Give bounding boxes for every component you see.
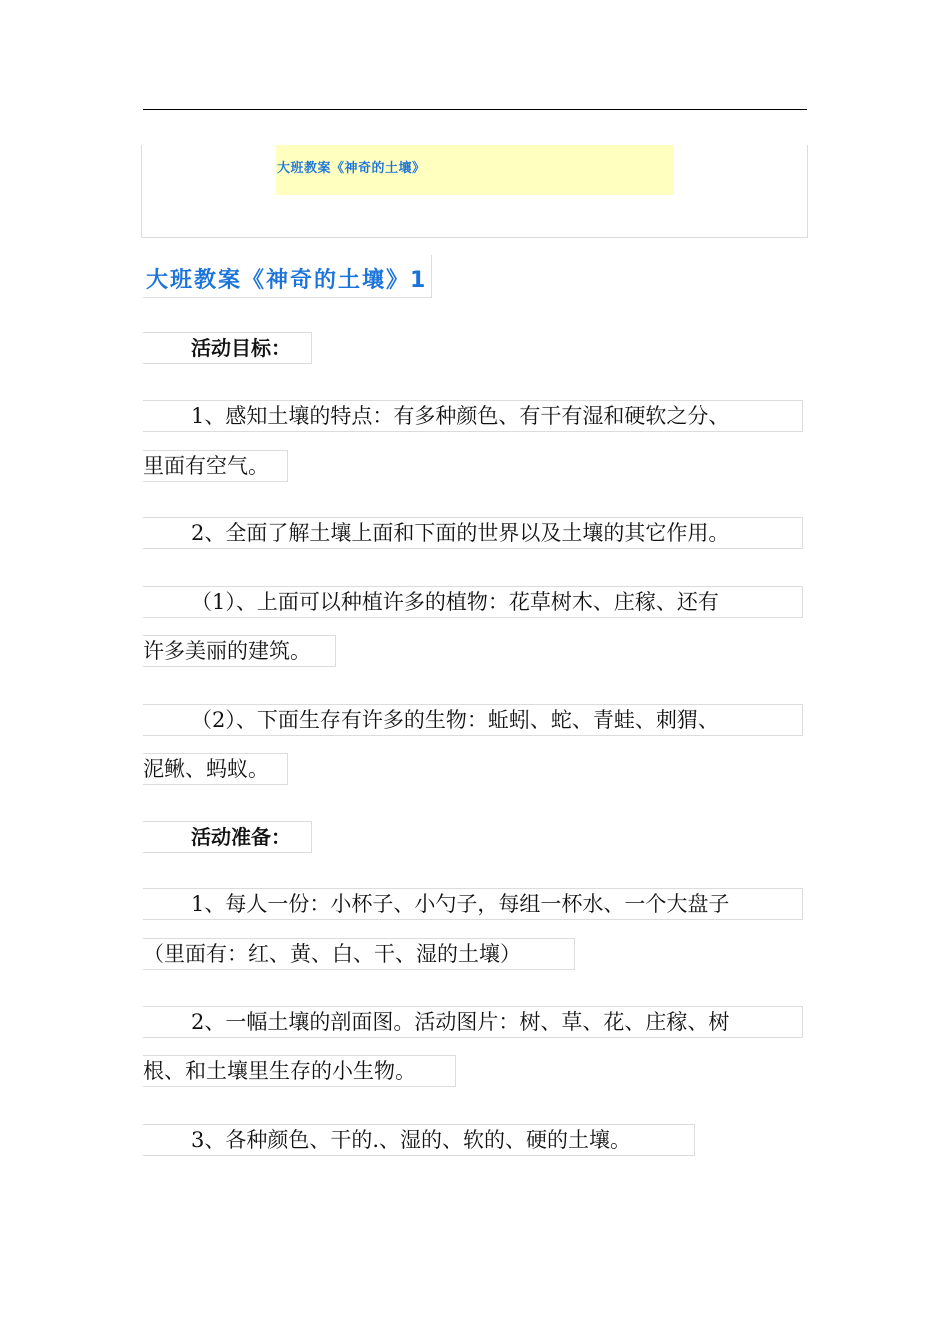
goal-2b-line-2: 泥鳅、蚂蚁。: [143, 753, 288, 785]
prep-1-line-2: （里面有：红、黄、白、干、湿的土壤）: [143, 938, 575, 970]
goal-2a-line-2: 许多美丽的建筑。: [143, 635, 336, 667]
prep-1-line-1: 1、每人一份：小杯子、小勺子，每组一杯水、一个大盘子: [143, 888, 803, 920]
prep-2-line-1: 2、一幅土壤的剖面图。活动图片：树、草、花、庄稼、树: [143, 1006, 803, 1038]
prep-3: 3、各种颜色、干的.、湿的、软的、硬的土壤。: [143, 1124, 695, 1156]
goals-heading: 活动目标：: [143, 332, 312, 364]
prep-heading: 活动准备：: [143, 821, 312, 853]
goal-2: 2、全面了解土壤上面和下面的世界以及土壤的其它作用。: [143, 517, 803, 549]
goal-1-line-2: 里面有空气。: [143, 450, 288, 482]
header-rule: [143, 109, 807, 110]
prep-2-line-2: 根、和土壤里生存的小生物。: [143, 1055, 456, 1087]
goal-2b-line-1: （2）、下面生存有许多的生物：蚯蚓、蛇、青蛙、刺猬、: [143, 704, 803, 736]
goal-2a-line-1: （1）、上面可以种植许多的植物：花草树木、庄稼、还有: [143, 586, 803, 618]
header-title: 大班教案《神奇的土壤》: [276, 145, 674, 195]
goal-1-line-1: 1、感知土壤的特点：有多种颜色、有干有湿和硬软之分、: [143, 400, 803, 432]
document-title: 大班教案《神奇的土壤》1: [143, 255, 432, 298]
